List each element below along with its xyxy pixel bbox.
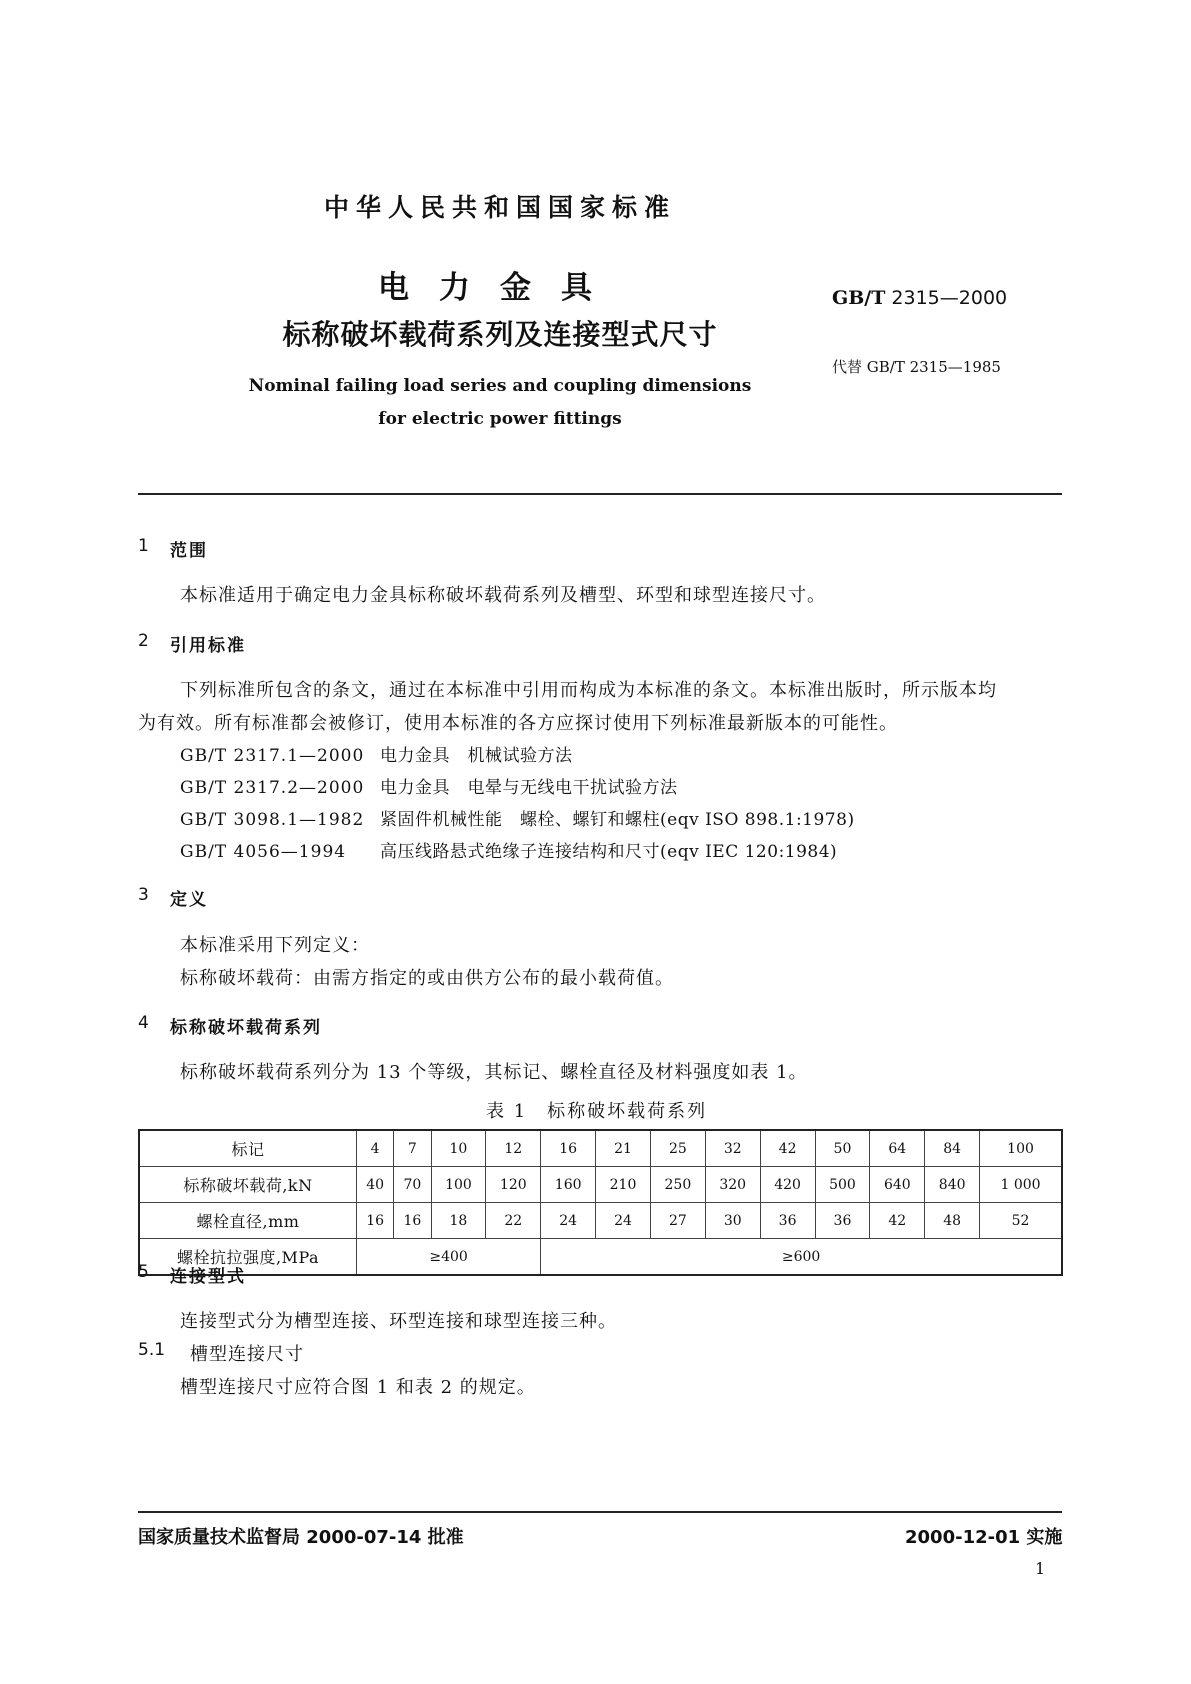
approval-info: 国家质量技术监督局 2000-07-14 批准 <box>138 1527 464 1548</box>
standard-prefix: GB/T <box>832 287 886 309</box>
section-5-number: 5 <box>138 1262 149 1282</box>
table-cell: 36 <box>760 1203 815 1239</box>
table-cell: 420 <box>760 1167 815 1203</box>
english-title-line-1: Nominal failing load series and coupling dimensions <box>248 376 752 396</box>
table-cell: 16 <box>357 1203 394 1239</box>
reference-item <box>180 805 855 830</box>
section-2-title: 引用标准 <box>170 636 246 656</box>
reference-code: GB/T 3098.1—1982 <box>180 810 365 830</box>
document-title: 电力金具 <box>378 270 622 306</box>
section-2-text-line-1: 下列标准所包含的条文，通过在本标准中引用而构成为本标准的条文。本标准出版时，所示版本均 <box>180 680 997 701</box>
section-2-text-line-2: 为有效。所有标准都会被修订，使用本标准的各方应探讨使用下列标准最新版本的可能性。 <box>138 713 898 734</box>
table-row <box>139 1167 1062 1203</box>
table-cell: 100 <box>431 1167 486 1203</box>
table-cell: 22 <box>486 1203 541 1239</box>
table-cell: 64 <box>870 1130 925 1167</box>
section-4-text: 标称破坏载荷系列分为 13 个等级，其标记、螺栓直径及材料强度如表 1。 <box>180 1062 808 1083</box>
table-cell: ≥600 <box>541 1239 1062 1276</box>
section-3-text-line-2: 标称破坏载荷：由需方指定的或由供方公布的最小载荷值。 <box>180 968 674 989</box>
header-divider <box>138 493 1062 495</box>
table-cell: 42 <box>870 1203 925 1239</box>
reference-code: GB/T 2317.2—2000 <box>180 778 365 798</box>
table-cell: 100 <box>980 1130 1062 1167</box>
section-1-number: 1 <box>138 536 149 556</box>
section-3-number: 3 <box>138 885 149 905</box>
reference-title: 电力金具 电晕与无线电干扰试验方法 <box>380 778 678 798</box>
reference-code: GB/T 2317.1—2000 <box>180 746 365 766</box>
section-5-1-text: 槽型连接尺寸应符合图 1 和表 2 的规定。 <box>180 1377 536 1398</box>
table-cell: 24 <box>596 1203 651 1239</box>
table-cell: 210 <box>596 1167 651 1203</box>
english-title-line-2: for electric power fittings <box>378 409 622 429</box>
standard-number <box>832 287 1007 309</box>
reference-item <box>180 773 678 798</box>
table-cell: 500 <box>815 1167 870 1203</box>
table-cell: 52 <box>980 1203 1062 1239</box>
page-number: 1 <box>1035 1559 1046 1578</box>
table-cell: 16 <box>541 1130 596 1167</box>
table-cell: 18 <box>431 1203 486 1239</box>
table-cell: 840 <box>925 1167 980 1203</box>
row-label: 螺栓直径,mm <box>139 1203 357 1239</box>
table-cell: 48 <box>925 1203 980 1239</box>
reference-title: 紧固件机械性能 螺栓、螺钉和螺柱(eqv ISO 898.1:1978) <box>380 810 855 830</box>
reference-title: 电力金具 机械试验方法 <box>380 746 573 766</box>
table-cell: 40 <box>357 1167 394 1203</box>
table-cell: 320 <box>705 1167 760 1203</box>
table-1 <box>138 1129 1063 1276</box>
section-3-title: 定义 <box>170 890 208 910</box>
reference-item <box>180 837 837 862</box>
table-cell: 250 <box>650 1167 705 1203</box>
table-cell: 10 <box>431 1130 486 1167</box>
table-cell: ≥400 <box>357 1239 541 1276</box>
table-cell: 27 <box>650 1203 705 1239</box>
section-4-number: 4 <box>138 1013 149 1033</box>
section-5-text: 连接型式分为槽型连接、环型连接和球型连接三种。 <box>180 1311 617 1332</box>
table-cell: 4 <box>357 1130 394 1167</box>
row-label: 标记 <box>139 1130 357 1167</box>
table-cell: 12 <box>486 1130 541 1167</box>
table-cell: 24 <box>541 1203 596 1239</box>
table-cell: 16 <box>394 1203 431 1239</box>
table-row <box>139 1130 1062 1167</box>
standard-code: 2315—2000 <box>891 287 1008 309</box>
footer-divider <box>138 1511 1062 1513</box>
section-4-title: 标称破坏载荷系列 <box>170 1018 322 1038</box>
table-cell: 42 <box>760 1130 815 1167</box>
table-cell: 25 <box>650 1130 705 1167</box>
table-cell: 84 <box>925 1130 980 1167</box>
table-cell: 640 <box>870 1167 925 1203</box>
table-cell: 32 <box>705 1130 760 1167</box>
table-1-caption: 表 1 标称破坏载荷系列 <box>486 1101 708 1122</box>
implementation-date: 2000-12-01 实施 <box>905 1527 1063 1548</box>
section-1-title: 范围 <box>170 541 208 561</box>
table-cell: 1 000 <box>980 1167 1062 1203</box>
table-cell: 36 <box>815 1203 870 1239</box>
reference-item <box>180 741 573 766</box>
row-label: 标称破坏载荷,kN <box>139 1167 357 1203</box>
section-1-text: 本标准适用于确定电力金具标称破坏载荷系列及槽型、环型和球型连接尺寸。 <box>180 585 826 606</box>
section-5-1-number: 5.1 <box>138 1340 166 1360</box>
table-cell: 50 <box>815 1130 870 1167</box>
section-3-text-line-1: 本标准采用下列定义： <box>180 935 370 956</box>
table-cell: 30 <box>705 1203 760 1239</box>
reference-code: GB/T 4056—1994 <box>180 842 347 862</box>
section-5-title: 连接型式 <box>170 1267 246 1287</box>
replaces-standard: 代替 GB/T 2315—1985 <box>832 358 1001 376</box>
national-standard-header: 中华人民共和国国家标准 <box>323 193 676 222</box>
section-2-number: 2 <box>138 631 149 651</box>
row-label: 螺栓抗拉强度,MPa <box>139 1239 357 1276</box>
table-cell: 160 <box>541 1167 596 1203</box>
document-subtitle: 标称破坏载荷系列及连接型式尺寸 <box>282 318 718 351</box>
table-row <box>139 1239 1062 1276</box>
table-cell: 70 <box>394 1167 431 1203</box>
table-row <box>139 1203 1062 1239</box>
reference-title: 高压线路悬式绝缘子连接结构和尺寸(eqv IEC 120:1984) <box>380 842 838 862</box>
table-cell: 7 <box>394 1130 431 1167</box>
table-cell: 120 <box>486 1167 541 1203</box>
section-5-1-title: 槽型连接尺寸 <box>190 1344 304 1365</box>
table-cell: 21 <box>596 1130 651 1167</box>
